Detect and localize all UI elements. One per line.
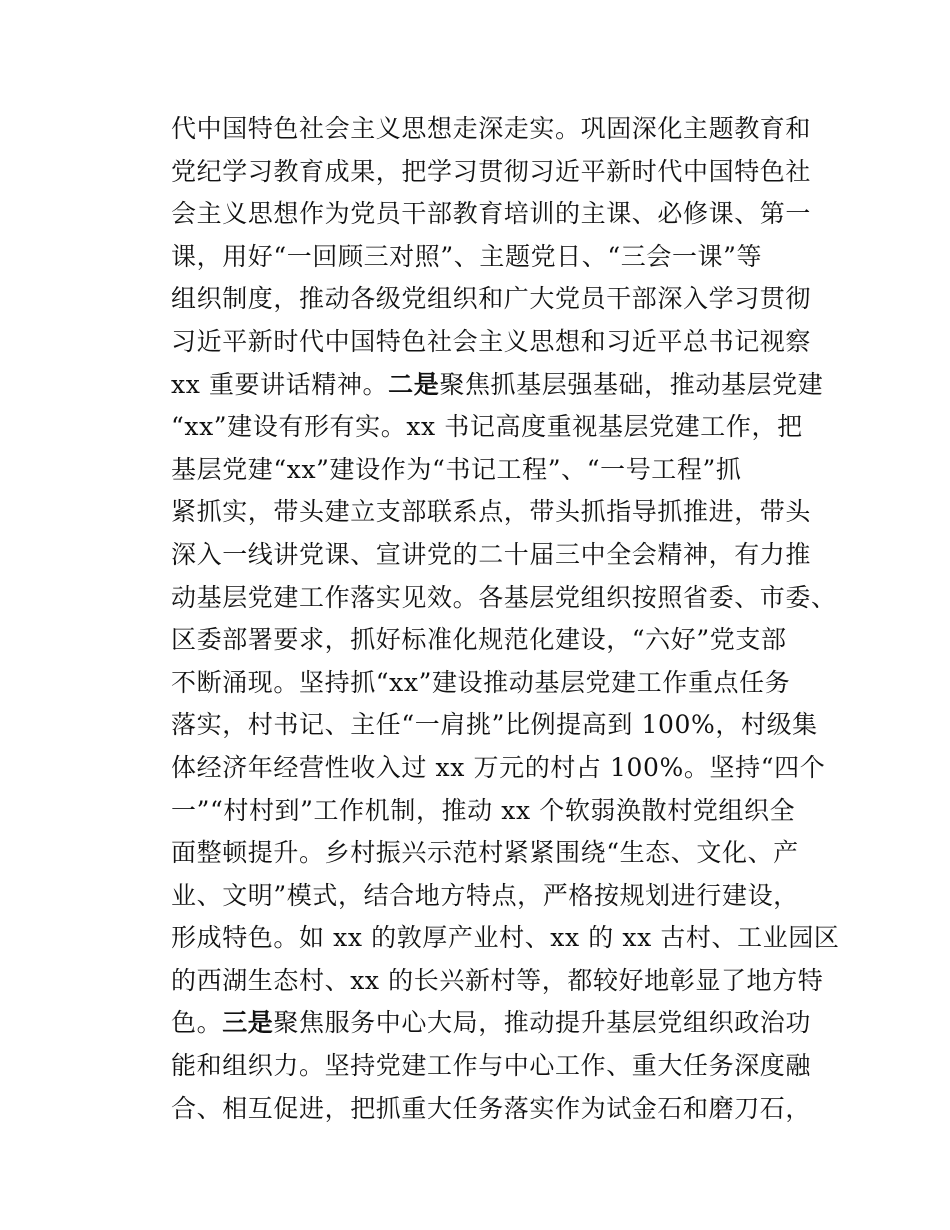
text-segment: 一”“村村到”工作机制，推动 xx 个软弱涣散村党组织全 xyxy=(171,795,796,825)
text-segment: 的西湖生态村、xx 的长兴新村等，都较好地彰显了地方特 xyxy=(171,965,824,995)
text-line xyxy=(171,491,811,534)
bold-lead-phrase: 二是 xyxy=(388,369,440,399)
text-segment: 习近平新时代中国特色社会主义思想和习近平总书记视察 xyxy=(171,326,812,356)
text-line xyxy=(171,662,811,705)
text-segment: 体经济年经营性收入过 xx 万元的村占 100%。坚持“四个 xyxy=(171,752,826,782)
text-line xyxy=(171,364,824,407)
text-line xyxy=(171,1002,811,1045)
text-segment: xx 重要讲话精神。 xyxy=(171,369,389,399)
text-segment: 代中国特色社会主义思想走深走实。巩固深化主题教育和 xyxy=(171,114,812,143)
text-segment: 紧抓实，带头建立支部联系点，带头抓指导抓推进，带头 xyxy=(171,497,812,527)
text-line xyxy=(171,151,811,194)
text-line xyxy=(171,1088,811,1131)
text-segment: 色。 xyxy=(171,1008,223,1038)
text-line xyxy=(171,1045,811,1088)
text-line xyxy=(171,704,818,747)
text-segment: 区委部署要求，抓好标准化规范化建设，“六好”党支部 xyxy=(171,625,787,655)
text-line xyxy=(171,577,837,620)
text-segment: 深入一线讲党课、宣讲党的二十届三中全会精神，有力推 xyxy=(171,539,812,569)
body-text xyxy=(171,108,840,1130)
text-line xyxy=(171,619,811,662)
text-line xyxy=(171,449,811,492)
text-segment: “xx”建设有形有实。xx 书记高度重视基层党建工作，把 xyxy=(171,412,803,442)
text-segment: 聚焦服务中心大局，推动提升基层党组织政治功 xyxy=(273,1008,812,1038)
text-line xyxy=(171,236,811,279)
text-line xyxy=(171,747,826,790)
text-line xyxy=(171,278,811,321)
text-segment: 业、文明”模式，结合地方特点，严格按规划进行建设， xyxy=(171,880,799,910)
text-line xyxy=(171,534,811,577)
text-segment: 组织制度，推动各级党组织和广大党员干部深入学习贯彻 xyxy=(171,284,812,314)
text-line xyxy=(171,917,840,960)
text-segment: 形成特色。如 xx 的敦厚产业村、xx 的 xx 古村、工业园区 xyxy=(171,923,840,953)
text-line xyxy=(171,960,824,1003)
text-segment: 落实，村书记、主任“一肩挑”比例提高到 100%，村级集 xyxy=(171,710,818,740)
text-segment: 能和组织力。坚持党建工作与中心工作、重大任务深度融 xyxy=(171,1051,812,1081)
text-line xyxy=(171,321,811,364)
text-line xyxy=(171,875,811,918)
bold-lead-phrase: 三是 xyxy=(222,1008,274,1038)
text-segment: 会主义思想作为党员干部教育培训的主课、必修课、第一 xyxy=(171,199,812,229)
text-segment: 课，用好“一回顾三对照”、主题党日、“三会一课”等 xyxy=(171,241,763,271)
text-segment: 不断涌现。坚持抓“xx”建设推动基层党建工作重点任务 xyxy=(171,667,791,697)
text-segment: 聚焦抓基层强基础，推动基层党建 xyxy=(439,369,824,399)
text-segment: 面整顿提升。乡村振兴示范村紧紧围绕“生态、文化、产 xyxy=(171,838,799,868)
text-segment: 基层党建“xx”建设作为“书记工程”、“一号工程”抓 xyxy=(171,454,742,484)
text-line xyxy=(171,406,811,449)
text-segment: 党纪学习教育成果，把学习贯彻习近平新时代中国特色社 xyxy=(171,156,812,186)
text-line xyxy=(171,790,811,833)
text-line xyxy=(171,193,811,236)
text-line xyxy=(171,108,811,151)
text-segment: 合、相互促进，把抓重大任务落实作为试金石和磨刀石， xyxy=(171,1093,812,1123)
text-segment: 动基层党建工作落实见效。各基层党组织按照省委、市委、 xyxy=(171,582,837,612)
text-line xyxy=(171,832,811,875)
